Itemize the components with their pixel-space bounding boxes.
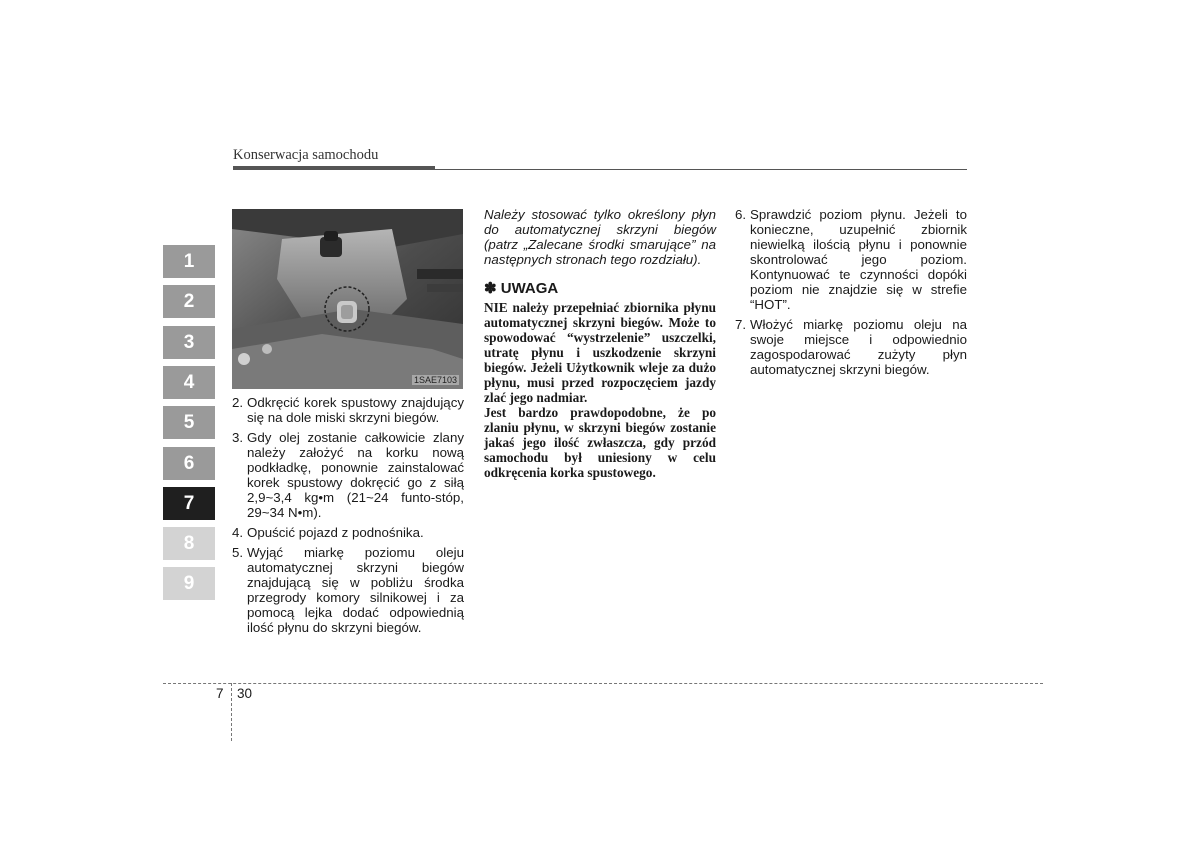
step-number: 3. [232, 430, 244, 445]
step-text: Gdy olej zostanie całkowicie zlany należy założyć na korku nową podkładkę, ponownie zainstalować korek spustowy dokręcić go z siłą 2,9~3,4 kg•m (21~24 funto-stóp, 29~34 N•m). [247, 430, 464, 520]
footer-divider [163, 683, 1043, 684]
column-left [232, 395, 464, 640]
chapter-tab-1[interactable]: 1 [163, 245, 215, 278]
header-rule-thin [435, 169, 967, 170]
step-7 [735, 317, 967, 377]
step-4 [232, 525, 464, 540]
step-number: 5. [232, 545, 244, 560]
step-text: Włożyć miarkę poziomu oleju na swoje miejsce i odpowiednio zagospodarować zużyty płyn automatycznej skrzyni biegów. [750, 317, 967, 377]
fluid-note: Należy stosować tylko określony płyn do automatycznej skrzyni biegów (patrz „Zalecane środki smarujące” na następnych stronach tego rozdziału). [484, 207, 716, 267]
chapter-tab-2[interactable]: 2 [163, 285, 215, 318]
photo-caption: 1SAE7103 [413, 375, 457, 385]
step-2 [232, 395, 464, 425]
chapter-tab-5[interactable]: 5 [163, 406, 215, 439]
warning-paragraph-1: NIE należy przepełniać zbiornika płynu automatycznej skrzyni biegów. Może to spowodować “wystrzelenie” uszczelki, utratę płynu i uszkodzenie skrzyni biegów. Jeżeli Użytkownik wleje za dużo płynu, musi przed rozpoczęciem jazdy zlać jego nadmiar. [484, 300, 716, 405]
chapter-tab-6[interactable]: 6 [163, 447, 215, 480]
step-text: Opuścić pojazd z podnośnika. [247, 525, 424, 540]
page-number: 30 [237, 686, 253, 701]
column-right [735, 207, 967, 382]
transmission-drain-plug-photo [232, 209, 463, 389]
step-text: Sprawdzić poziom płynu. Jeżeli to konieczne, uzupełnić zbiornik niewielką ilością płynu i ponownie skontrolować jego poziom. Kontynuować te czynności dopóki poziom nie znajdzie się w strefie “HOT”. [750, 207, 967, 312]
warning-heading: ✽ UWAGA [484, 280, 559, 297]
step-number: 2. [232, 395, 244, 410]
step-number: 7. [735, 317, 747, 332]
column-middle [484, 207, 716, 480]
step-5 [232, 545, 464, 635]
warning-paragraph-2: Jest bardzo prawdopodobne, że po zlaniu płynu, w skrzyni biegów zostanie jakaś jego ilość zwłaszcza, gdy przód samochodu był uniesiony w celu odkręcenia korka spustowego. [484, 405, 716, 480]
header-rule-thick [233, 166, 435, 170]
step-3 [232, 430, 464, 520]
chapter-tab-9[interactable]: 9 [163, 567, 215, 600]
chapter-tab-3[interactable]: 3 [163, 326, 215, 359]
step-text: Wyjąć miarkę poziomu oleju automatycznej skrzyni biegów znajdującą się w pobliżu środka przegrody komory silnikowej i za pomocą lejka dodać odpowiednią ilość płynu do skrzyni biegów. [247, 545, 464, 635]
step-6 [735, 207, 967, 312]
page-chapter-number: 7 [216, 686, 224, 701]
chapter-tab-4[interactable]: 4 [163, 366, 215, 399]
step-number: 6. [735, 207, 747, 222]
chapter-tab-8[interactable]: 8 [163, 527, 215, 560]
chapter-tab-7[interactable]: 7 [163, 487, 215, 520]
footer-vertical-divider [231, 683, 232, 741]
step-text: Odkręcić korek spustowy znajdujący się na dole miski skrzyni biegów. [247, 395, 464, 425]
step-number: 4. [232, 525, 244, 540]
page-header-title: Konserwacja samochodu [233, 147, 379, 163]
